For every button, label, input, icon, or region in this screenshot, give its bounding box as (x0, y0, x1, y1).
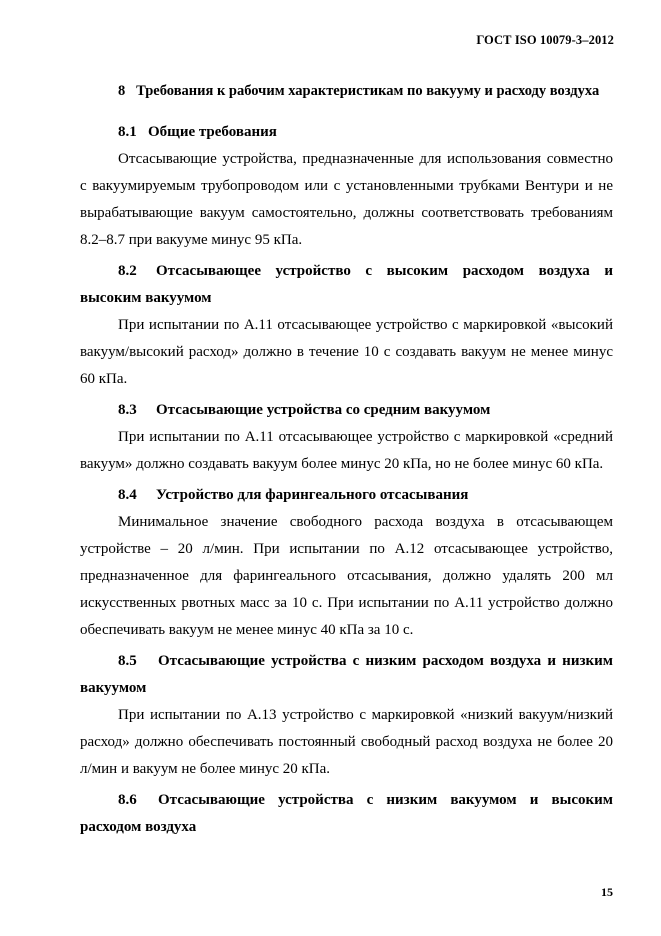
section-heading-8-6 (80, 787, 613, 841)
section-text-8-2: При испытании по А.11 отсасывающее устройство с маркировкой «высокий вакуум/высокий расход» должно в течение 10 с создавать вакуум не менее минус 60 кПа. (80, 317, 613, 387)
section-heading-8-2 (80, 258, 613, 312)
section-heading-8-4 (80, 482, 613, 509)
section-title: Отсасывающие устройства со средним вакуумом (156, 402, 491, 418)
section-title: Отсасывающее устройство с высоким расходом воздуха и высоким вакуумом (80, 263, 613, 306)
chapter-heading (80, 78, 613, 105)
section-heading-8-1 (80, 119, 613, 146)
page-number: 15 (601, 885, 613, 899)
document-code: ГОСТ ISO 10079-3–2012 (476, 33, 614, 47)
section-number: 8.2 (118, 263, 137, 279)
section-text-8-4: Минимальное значение свободного расхода воздуха в отсасывающем устройстве – 20 л/мин. При испытании по А.12 отсасывающее устройство, предназначенное для фарингеального отсасывания, должно удалять 200 мл искусственных рвотных масс за 10 с. При испытании по А.11 устройство должно обеспечивать вакуум не менее минус 40 кПа за 10 с. (80, 514, 613, 638)
section-text-8-3: При испытании по А.11 отсасывающее устройство с маркировкой «средний вакуум» должно создавать вакуум более минус 20 кПа, но не более минус 60 кПа. (80, 429, 613, 472)
section-title: Общие требования (148, 124, 277, 140)
chapter-title: Требования к рабочим характеристикам по вакууму и расходу воздуха (136, 83, 600, 99)
section-number: 8.5 (118, 653, 137, 669)
section-text-8-1: Отсасывающие устройства, предназначенные для использования совместно с вакуумируемым трубопроводом или с установленными трубками Вентури и не вырабатывающие вакуум самостоятельно, должны соответствовать требованиям 8.2–8.7 при вакууме минус 95 кПа. (80, 151, 613, 248)
section-heading-8-3 (80, 397, 613, 424)
section-number: 8.3 (118, 402, 137, 418)
chapter-number: 8 (118, 83, 126, 99)
page-content (80, 78, 613, 841)
section-number: 8.1 (118, 124, 137, 140)
section-title: Отсасывающие устройства с низким вакуумом и высоким расходом воздуха (80, 792, 613, 835)
section-text-8-5: При испытании по А.13 устройство с маркировкой «низкий вакуум/низкий расход» должно обеспечивать постоянный свободный расход воздуха не более 20 л/мин и вакуум не более минус 20 кПа. (80, 707, 613, 777)
section-title: Устройство для фарингеального отсасывания (156, 487, 469, 503)
section-heading-8-5 (80, 648, 613, 702)
section-number: 8.4 (118, 487, 137, 503)
section-title: Отсасывающие устройства с низким расходом воздуха и низким вакуумом (80, 653, 613, 696)
section-number: 8.6 (118, 792, 137, 808)
